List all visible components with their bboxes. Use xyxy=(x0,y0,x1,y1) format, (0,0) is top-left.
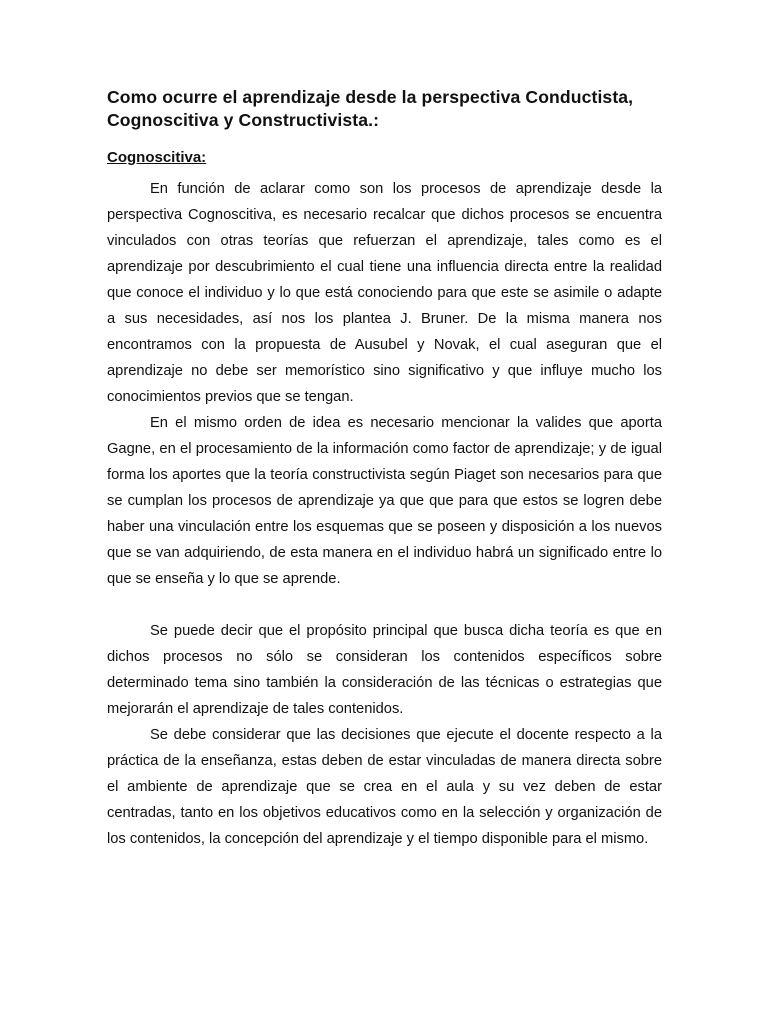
paragraph-4: Se debe considerar que las decisiones que ejecute el docente respecto a la práctica de la enseñanza, estas deben de estar vinculadas de manera directa sobre el ambiente de aprendizaje que se crea en el aula y su vez deben de estar centradas, tanto en los objetivos educativos como en la selección y organización de los contenidos, la concepción del aprendizaje y el tiempo disponible para el mismo. xyxy=(107,727,662,847)
document-page xyxy=(107,86,662,852)
paragraph-3: Se puede decir que el propósito principal que busca dicha teoría es que en dichos procesos no sólo se consideran los contenidos específicos sobre determinado tema sino también la consideración de las técnicas o estrategias que mejorarán el aprendizaje de tales contenidos. xyxy=(107,623,662,717)
body-text xyxy=(107,176,662,852)
document-title: Como ocurre el aprendizaje desde la perspectiva Conductista, Cognoscitiva y Constructivista.: xyxy=(107,87,634,130)
paragraph-2: En el mismo orden de idea es necesario mencionar la valides que aporta Gagne, en el procesamiento de la información como factor de aprendizaje; y de igual forma los aportes que la teoría constructivista según Piaget son necesarios para que se cumplan los procesos de aprendizaje ya que que para que estos se logren debe haber una vinculación entre los esquemas que se poseen y disposición a los nuevos que se van adquiriendo, de esta manera en el individuo habrá un significado entre lo que se enseña y lo que se aprende. xyxy=(107,415,662,587)
section-heading-cognoscitiva: Cognoscitiva: xyxy=(107,149,207,166)
paragraph-1: En función de aclarar como son los procesos de aprendizaje desde la perspectiva Cognoscitiva, es necesario recalcar que dichos procesos se encuentra vinculados con otras teorías que refuerzan el aprendizaje, tales como es el aprendizaje por descubrimiento el cual tiene una influencia directa entre la realidad que conoce el individuo y lo que está conociendo para que este se asimile o adapte a sus necesidades, así nos los plantea J. Bruner. De la misma manera nos encontramos con la propuesta de Ausubel y Novak, el cual aseguran que el aprendizaje no debe ser memorístico sino significativo y que influye mucho los conocimientos previos que se tengan. xyxy=(107,181,662,405)
